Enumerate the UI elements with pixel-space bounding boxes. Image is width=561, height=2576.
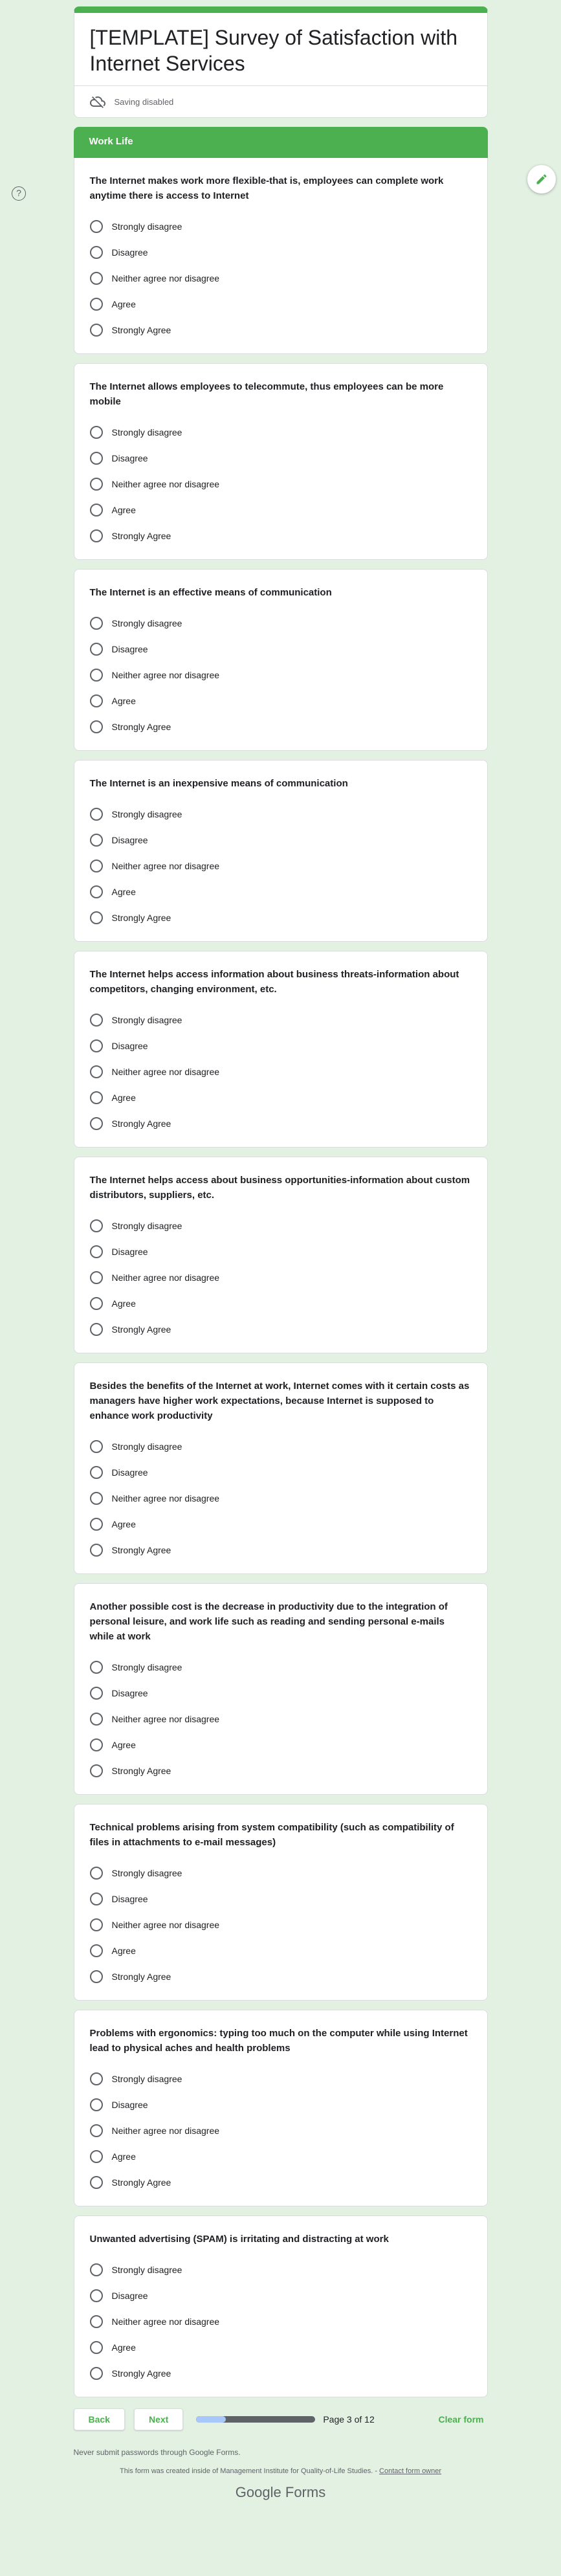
radio-option[interactable] (90, 1434, 472, 1460)
google-forms-logo[interactable] (74, 2484, 488, 2501)
radio-label: Strongly disagree (111, 1868, 182, 1878)
question-text: Problems with ergonomics: typing too much on the computer while using Internet lead to physical aches and health problems (89, 2028, 468, 2054)
radio-option[interactable] (90, 2092, 472, 2118)
question-text: The Internet is an effective means of communication (89, 587, 332, 598)
cloud-off-icon (90, 94, 105, 109)
radio-option[interactable] (90, 1033, 472, 1059)
radio-group (90, 1860, 472, 1990)
radio-group (90, 1434, 472, 1563)
radio-option[interactable] (90, 1654, 472, 1680)
radio-option[interactable] (90, 2144, 472, 2170)
radio-label: Strongly Agree (111, 2368, 171, 2379)
radio-label: Neither agree nor disagree (111, 1920, 220, 1930)
radio-label: Agree (111, 887, 136, 897)
radio-button[interactable] (90, 2124, 103, 2137)
radio-label: Strongly Agree (111, 531, 171, 541)
radio-option[interactable] (90, 1732, 472, 1758)
radio-button[interactable] (90, 1970, 103, 1983)
radio-label: Agree (111, 1519, 136, 1529)
form-created-note: This form was created inside of Management Institute for Quality-of-Life Studies. (119, 2467, 373, 2475)
clear-form-button[interactable]: Clear form (434, 2414, 487, 2425)
radio-option[interactable] (90, 1111, 472, 1137)
radio-option[interactable] (90, 801, 472, 827)
question-card (74, 1804, 488, 2001)
footer-note (74, 2467, 488, 2475)
radio-label: Strongly Agree (111, 1545, 171, 1555)
radio-option[interactable] (90, 265, 472, 291)
radio-button[interactable] (90, 1544, 103, 1557)
radio-button[interactable] (90, 2150, 103, 2163)
radio-option[interactable] (90, 239, 472, 265)
radio-button[interactable] (90, 1091, 103, 1104)
question-card (74, 2010, 488, 2206)
radio-button[interactable] (90, 1944, 103, 1957)
radio-option[interactable] (90, 714, 472, 740)
radio-option[interactable] (90, 1912, 472, 1938)
radio-button[interactable] (90, 643, 103, 656)
radio-button[interactable] (90, 694, 103, 707)
radio-button[interactable] (90, 324, 103, 337)
radio-option[interactable] (90, 636, 472, 662)
radio-button[interactable] (90, 1867, 103, 1880)
radio-button[interactable] (90, 1518, 103, 1531)
radio-button[interactable] (90, 1687, 103, 1700)
radio-button[interactable] (90, 504, 103, 516)
radio-button[interactable] (90, 1893, 103, 1905)
radio-label: Disagree (111, 1467, 148, 1478)
question-card (74, 951, 488, 1148)
footer-separator: - (373, 2467, 380, 2475)
radio-label: Strongly Agree (111, 1971, 171, 1982)
radio-button[interactable] (90, 2072, 103, 2085)
question-text: Another possible cost is the decrease in productivity due to the integration of personal leisure, and work life such as reading and sending personal e-mails while at work (89, 1601, 448, 1642)
radio-button[interactable] (90, 220, 103, 233)
radio-option[interactable] (90, 2170, 472, 2195)
radio-button[interactable] (90, 478, 103, 491)
radio-button[interactable] (90, 1764, 103, 1777)
form-container (74, 0, 488, 2514)
radio-option[interactable] (90, 445, 472, 471)
radio-option[interactable] (90, 2360, 472, 2386)
radio-option[interactable] (90, 688, 472, 714)
radio-option[interactable] (90, 2309, 472, 2335)
radio-button[interactable] (90, 834, 103, 847)
radio-button[interactable] (90, 2263, 103, 2276)
question-text: The Internet is an inexpensive means of communication (89, 778, 348, 789)
radio-option[interactable] (90, 1758, 472, 1784)
radio-button[interactable] (90, 1918, 103, 1931)
question-card (74, 760, 488, 942)
radio-option[interactable] (90, 1007, 472, 1033)
radio-label: Strongly disagree (111, 221, 182, 232)
radio-label: Strongly Agree (111, 722, 171, 732)
pencil-icon (535, 173, 548, 186)
radio-label: Strongly disagree (111, 2265, 182, 2275)
radio-button[interactable] (90, 246, 103, 259)
radio-option[interactable] (90, 1265, 472, 1291)
question-text: The Internet helps access information about business threats-information about competitors, changing environment, etc. (89, 969, 459, 995)
radio-label: Strongly Agree (111, 325, 171, 335)
radio-button[interactable] (90, 911, 103, 924)
radio-button[interactable] (90, 1297, 103, 1310)
question-text: The Internet helps access about business opportunities-information about custom distributors, suppliers, etc. (89, 1175, 470, 1201)
radio-button[interactable] (90, 1466, 103, 1479)
question-text: The Internet allows employees to telecommute, thus employees can be more mobile (89, 381, 444, 407)
radio-option[interactable] (90, 662, 472, 688)
radio-label: Neither agree nor disagree (111, 479, 220, 489)
question-card (74, 363, 488, 560)
brand-forms: Forms (285, 2484, 326, 2500)
radio-option[interactable] (90, 827, 472, 853)
back-button[interactable]: Back (74, 2408, 125, 2430)
radio-label: Neither agree nor disagree (111, 2126, 220, 2136)
radio-option[interactable] (90, 1706, 472, 1732)
radio-label: Disagree (111, 1247, 148, 1257)
radio-option[interactable] (90, 1537, 472, 1563)
radio-option[interactable] (90, 905, 472, 931)
radio-option[interactable] (90, 2257, 472, 2283)
edit-button[interactable] (527, 165, 556, 194)
radio-button[interactable] (90, 2289, 103, 2302)
radio-option[interactable] (90, 1964, 472, 1990)
radio-option[interactable] (90, 1860, 472, 1886)
form-title: [TEMPLATE] Survey of Satisfaction with Internet Services (89, 26, 457, 75)
password-warning: Never submit passwords through Google Forms. (73, 2448, 241, 2457)
radio-button[interactable] (90, 2315, 103, 2328)
radio-option[interactable] (90, 317, 472, 343)
radio-option[interactable] (90, 2335, 472, 2360)
section-header (74, 127, 488, 158)
radio-option[interactable] (90, 1938, 472, 1964)
radio-group (90, 214, 472, 343)
radio-label: Agree (111, 299, 136, 309)
radio-label: Disagree (111, 2100, 148, 2110)
radio-label: Disagree (111, 1041, 148, 1051)
question-card (74, 158, 488, 354)
question-text: Unwanted advertising (SPAM) is irritating and distracting at work (89, 2234, 389, 2245)
question-card (74, 2215, 488, 2397)
question-card (74, 569, 488, 751)
radio-label: Strongly Agree (111, 1118, 171, 1129)
radio-label: Agree (111, 1740, 136, 1750)
radio-label: Disagree (111, 1688, 148, 1698)
radio-button[interactable] (90, 1661, 103, 1674)
progress-indicator (196, 2414, 374, 2425)
radio-group (90, 610, 472, 740)
radio-label: Neither agree nor disagree (111, 273, 220, 283)
radio-button[interactable] (90, 1117, 103, 1130)
radio-button[interactable] (90, 1219, 103, 1232)
radio-option[interactable] (90, 419, 472, 445)
radio-button[interactable] (90, 1065, 103, 1078)
radio-label: Agree (111, 696, 136, 706)
radio-label: Agree (111, 2342, 136, 2353)
radio-option[interactable] (90, 497, 472, 523)
radio-button[interactable] (90, 2367, 103, 2380)
radio-button[interactable] (90, 669, 103, 682)
radio-button[interactable] (90, 885, 103, 898)
radio-label: Neither agree nor disagree (111, 1493, 220, 1504)
radio-label: Strongly Agree (111, 913, 171, 923)
radio-label: Agree (111, 1298, 136, 1309)
radio-button[interactable] (90, 452, 103, 465)
radio-button[interactable] (90, 298, 103, 311)
question-card (74, 1157, 488, 1353)
radio-option[interactable] (90, 2283, 472, 2309)
radio-label: Strongly disagree (111, 1221, 182, 1231)
brand-google: Google (235, 2484, 281, 2500)
question-card (74, 1583, 488, 1795)
radio-label: Neither agree nor disagree (111, 1067, 220, 1077)
radio-label: Disagree (111, 835, 148, 845)
radio-button[interactable] (90, 1323, 103, 1336)
next-button[interactable]: Next (134, 2408, 183, 2430)
radio-button[interactable] (90, 1713, 103, 1726)
radio-button[interactable] (90, 426, 103, 439)
radio-group (90, 1654, 472, 1784)
radio-option[interactable] (90, 1291, 472, 1316)
question-text: Besides the benefits of the Internet at work, Internet comes with it certain costs as managers have higher work expectations, because Internet is supposed to enhance work productivity (89, 1381, 470, 1421)
radio-label: Agree (111, 2151, 136, 2162)
radio-group (90, 1213, 472, 1342)
radio-label: Neither agree nor disagree (111, 1272, 220, 1283)
radio-option[interactable] (90, 291, 472, 317)
help-icon[interactable]: ? (12, 186, 26, 201)
radio-button[interactable] (90, 1014, 103, 1027)
form-header-card (74, 6, 488, 118)
radio-button[interactable] (90, 272, 103, 285)
question-text: The Internet makes work more flexible-that is, employees can complete work anytime there is access to Internet (89, 175, 444, 201)
radio-option[interactable] (90, 1680, 472, 1706)
radio-label: Strongly Agree (111, 1324, 171, 1335)
radio-label: Neither agree nor disagree (111, 670, 220, 680)
question-text: Technical problems arising from system compatibility (such as compatibility of files in attachments to e-mail messages) (89, 1822, 454, 1848)
radio-option[interactable] (90, 1239, 472, 1265)
radio-option[interactable] (90, 2118, 472, 2144)
navigation-row (74, 2406, 488, 2432)
radio-group (90, 2066, 472, 2195)
section-title: Work Life (89, 136, 133, 147)
radio-label: Strongly disagree (111, 809, 182, 819)
radio-option[interactable] (90, 214, 472, 239)
radio-label: Agree (111, 1946, 136, 1956)
radio-option[interactable] (90, 853, 472, 879)
radio-option[interactable] (90, 1886, 472, 1912)
radio-option[interactable] (90, 1460, 472, 1485)
radio-button[interactable] (90, 808, 103, 821)
radio-option[interactable] (90, 1511, 472, 1537)
radio-button[interactable] (90, 529, 103, 542)
radio-button[interactable] (90, 720, 103, 733)
question-card (74, 1362, 488, 1574)
radio-button[interactable] (90, 1271, 103, 1284)
radio-label: Disagree (111, 247, 148, 258)
saving-status-text: Saving disabled (114, 96, 174, 107)
radio-group (90, 1007, 472, 1137)
radio-label: Strongly disagree (111, 1662, 182, 1672)
saving-status-row (74, 85, 487, 117)
radio-option[interactable] (90, 471, 472, 497)
radio-label: Neither agree nor disagree (111, 861, 220, 871)
radio-option[interactable] (90, 610, 472, 636)
radio-label: Strongly Agree (111, 2177, 171, 2188)
radio-button[interactable] (90, 617, 103, 630)
progress-bar-track (196, 2416, 315, 2423)
radio-group (90, 419, 472, 549)
radio-label: Strongly disagree (111, 618, 182, 628)
questions-list (74, 158, 488, 2397)
radio-label: Disagree (111, 644, 148, 654)
radio-button[interactable] (90, 1738, 103, 1751)
radio-label: Strongly disagree (111, 1015, 182, 1025)
radio-button[interactable] (90, 1039, 103, 1052)
radio-label: Disagree (111, 2291, 148, 2301)
radio-button[interactable] (90, 2176, 103, 2189)
radio-option[interactable] (90, 523, 472, 549)
radio-group (90, 801, 472, 931)
radio-label: Strongly disagree (111, 427, 182, 438)
radio-label: Disagree (111, 1894, 148, 1904)
radio-label: Neither agree nor disagree (111, 1714, 220, 1724)
radio-option[interactable] (90, 2066, 472, 2092)
radio-label: Disagree (111, 453, 148, 463)
radio-option[interactable] (90, 1213, 472, 1239)
radio-group (90, 2257, 472, 2386)
radio-label: Agree (111, 505, 136, 515)
radio-button[interactable] (90, 1492, 103, 1505)
contact-owner-link[interactable]: Contact form owner (379, 2467, 442, 2475)
radio-button[interactable] (90, 1440, 103, 1453)
radio-button[interactable] (90, 1245, 103, 1258)
radio-label: Agree (111, 1093, 136, 1103)
radio-label: Strongly disagree (111, 2074, 182, 2084)
page-indicator: Page 3 of 12 (323, 2414, 375, 2425)
radio-option[interactable] (90, 1059, 472, 1085)
radio-label: Strongly Agree (111, 1766, 171, 1776)
radio-button[interactable] (90, 2341, 103, 2354)
radio-button[interactable] (90, 2098, 103, 2111)
progress-bar-fill (196, 2416, 226, 2423)
radio-button[interactable] (90, 860, 103, 872)
radio-option[interactable] (90, 1316, 472, 1342)
radio-option[interactable] (90, 1485, 472, 1511)
radio-label: Strongly disagree (111, 1441, 182, 1452)
radio-option[interactable] (90, 879, 472, 905)
radio-option[interactable] (90, 1085, 472, 1111)
radio-label: Neither agree nor disagree (111, 2316, 220, 2327)
